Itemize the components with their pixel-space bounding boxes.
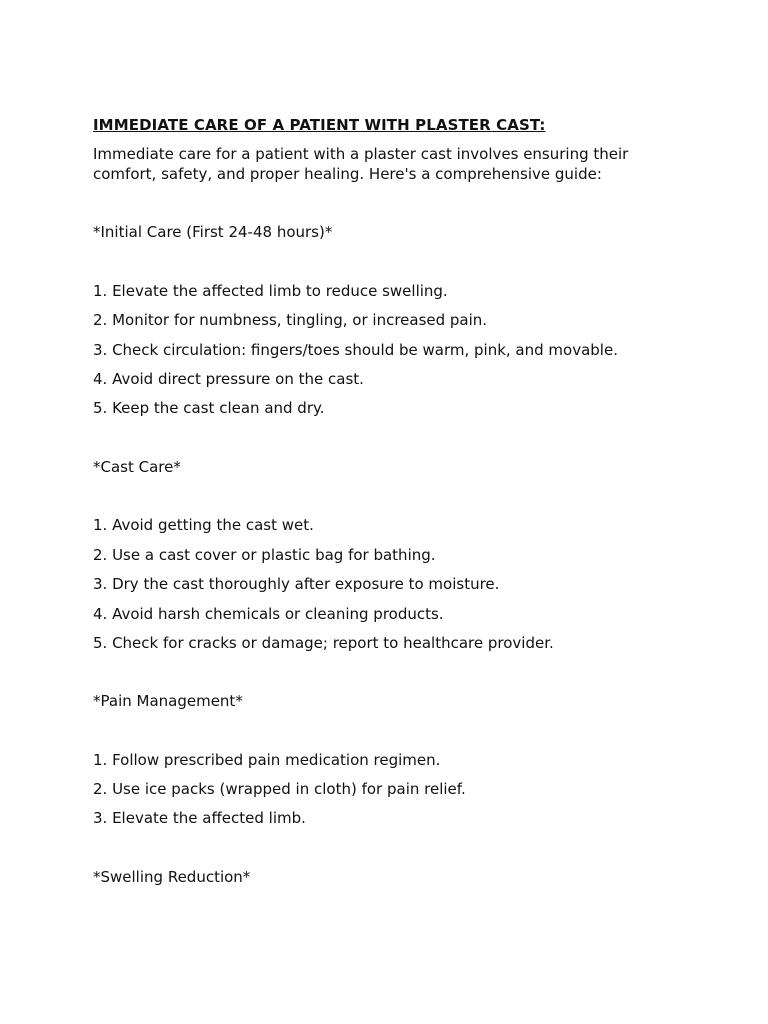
list-item: 2. Use ice packs (wrapped in cloth) for pain relief. <box>93 780 466 798</box>
list-item: 4. Avoid direct pressure on the cast. <box>93 370 364 388</box>
section-heading-initial-care: *Initial Care (First 24-48 hours)* <box>93 223 333 241</box>
list-item: 3. Check circulation: fingers/toes should be warm, pink, and movable. <box>93 341 618 359</box>
list-item: 3. Elevate the affected limb. <box>93 809 306 827</box>
list-item: 2. Use a cast cover or plastic bag for bathing. <box>93 546 436 564</box>
list-item: 1. Elevate the affected limb to reduce swelling. <box>93 282 448 300</box>
list-item: 4. Avoid harsh chemicals or cleaning products. <box>93 605 444 623</box>
section-heading-pain-management: *Pain Management* <box>93 692 243 710</box>
section-heading-swelling-reduction: *Swelling Reduction* <box>93 868 251 886</box>
list-item: 1. Follow prescribed pain medication regimen. <box>93 751 441 769</box>
list-item: 5. Keep the cast clean and dry. <box>93 399 325 417</box>
list-item: 5. Check for cracks or damage; report to healthcare provider. <box>93 634 554 652</box>
document-title: IMMEDIATE CARE OF A PATIENT WITH PLASTER CAST: <box>93 116 546 134</box>
list-item: 2. Monitor for numbness, tingling, or increased pain. <box>93 311 488 329</box>
list-item: 3. Dry the cast thoroughly after exposure to moisture. <box>93 575 500 593</box>
list-item: 1. Avoid getting the cast wet. <box>93 516 314 534</box>
section-heading-cast-care: *Cast Care* <box>93 458 181 476</box>
intro-paragraph: Immediate care for a patient with a plaster cast involves ensuring their comfort, safety, and proper healing. Here's a comprehensive guide: <box>93 145 629 183</box>
